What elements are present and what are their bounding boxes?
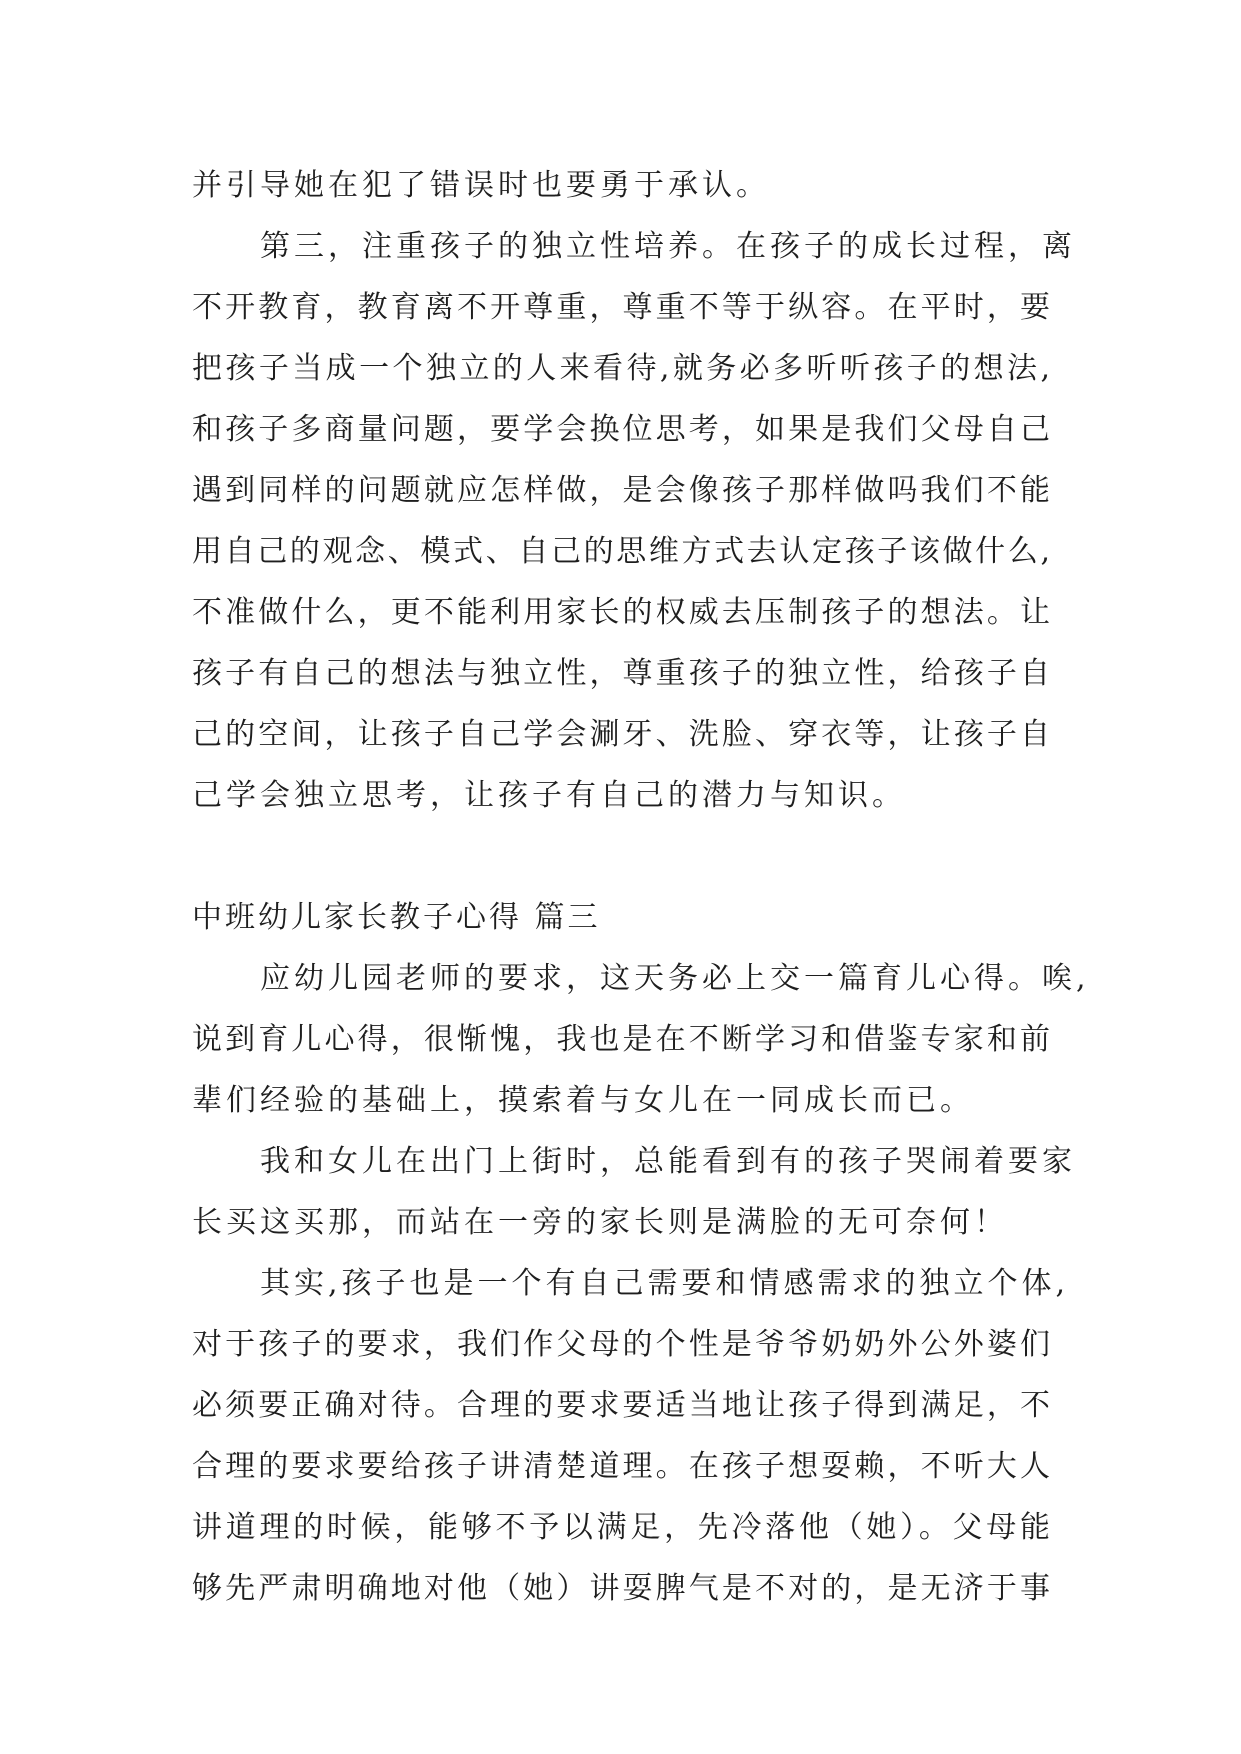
text-line: 长买这买那，而站在一旁的家长则是满脸的无可奈何！ xyxy=(192,1205,1008,1240)
paragraph-4 xyxy=(192,1131,1076,1253)
text-line: 用自己的观念、模式、自己的思维方式去认定孩子该做什么, xyxy=(192,534,1050,569)
paragraph-1 xyxy=(192,155,1050,216)
text-line: 己学会独立思考，让孩子有自己的潜力与知识。 xyxy=(192,778,906,813)
text-line: 我和女儿在出门上街时，总能看到有的孩子哭闹着要家 xyxy=(192,1144,1076,1179)
text-line: 不准做什么，更不能利用家长的权威去压制孩子的想法。让 xyxy=(192,595,1050,630)
document-body xyxy=(192,155,1090,1619)
text-line: 应幼儿园老师的要求，这天务必上交一篇育儿心得。唉, xyxy=(192,961,1090,996)
text-line: 讲道理的时候，能够不予以满足，先冷落他（她）。父母能 xyxy=(192,1510,1050,1545)
text-line: 辈们经验的基础上，摸索着与女儿在一同成长而已。 xyxy=(192,1083,974,1118)
text-line: 够先严肃明确地对他（她）讲耍脾气是不对的，是无济于事 xyxy=(192,1571,1050,1606)
text-line: 不开教育，教育离不开尊重，尊重不等于纵容。在平时，要 xyxy=(192,290,1050,325)
paragraph-3 xyxy=(192,948,1090,1131)
text-line: 孩子有自己的想法与独立性，尊重孩子的独立性，给孩子自 xyxy=(192,656,1050,691)
text-line: 己的空间，让孩子自己学会涮牙、洗脸、穿衣等，让孩子自 xyxy=(192,717,1050,752)
text-line: 其实,孩子也是一个有自己需要和情感需求的独立个体, xyxy=(192,1266,1070,1301)
paragraph-5 xyxy=(192,1253,1070,1619)
text-line: 把孩子当成一个独立的人来看待,就务必多听听孩子的想法, xyxy=(192,351,1050,386)
text-line: 对于孩子的要求，我们作父母的个性是爷爷奶奶外公外婆们 xyxy=(192,1327,1050,1362)
text-line: 遇到同样的问题就应怎样做，是会像孩子那样做吗我们不能 xyxy=(192,473,1050,508)
paragraph-2 xyxy=(192,216,1076,826)
section-heading: 中班幼儿家长教子心得 篇三 xyxy=(192,900,601,935)
text-line: 必须要正确对待。合理的要求要适当地让孩子得到满足，不 xyxy=(192,1388,1050,1423)
text-line: 合理的要求要给孩子讲清楚道理。在孩子想耍赖，不听大人 xyxy=(192,1449,1050,1484)
text-line: 和孩子多商量问题，要学会换位思考，如果是我们父母自己 xyxy=(192,412,1050,447)
text-line: 第三，注重孩子的独立性培养。在孩子的成长过程，离 xyxy=(192,229,1076,264)
text-line: 并引导她在犯了错误时也要勇于承认。 xyxy=(192,168,770,203)
text-line: 说到育儿心得，很惭愧，我也是在不断学习和借鉴专家和前 xyxy=(192,1022,1050,1057)
